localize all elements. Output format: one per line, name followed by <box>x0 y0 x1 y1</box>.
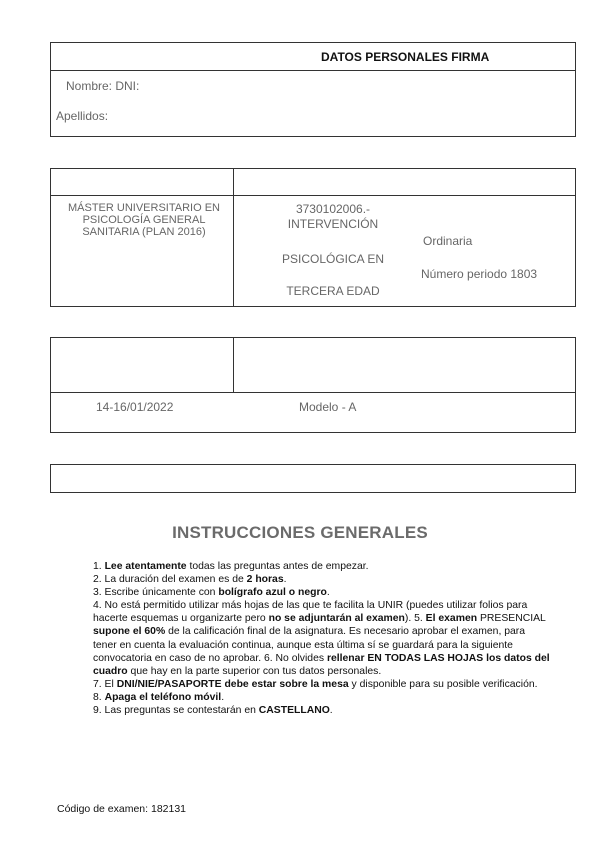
instruction-8 <box>93 691 551 704</box>
instruction-7-end: y disponible para su posible verificación. <box>348 678 538 690</box>
instruction-9-text: 9. Las preguntas se contestarán en <box>93 705 259 717</box>
exam-date-model-box <box>50 337 576 433</box>
instruction-5-bold-a: El examen <box>425 613 478 625</box>
instruction-8-end: . <box>221 691 225 703</box>
date-model-column-divider <box>233 338 234 392</box>
course-info-box <box>50 168 576 307</box>
instructions-title: INSTRUCCIONES GENERALES <box>172 523 428 542</box>
instruction-5-bold-b: supone el 60% <box>93 626 166 638</box>
instruction-3-end: . <box>326 587 330 599</box>
personal-data-divider <box>51 70 575 71</box>
instruction-1-bold: Lee atentamente <box>104 561 187 572</box>
subject-name-line2: PSICOLÓGICA EN <box>281 252 385 266</box>
course-header-divider <box>51 195 575 196</box>
instruction-1-text: todas las preguntas antes de empezar. <box>186 561 369 572</box>
instruction-8-number: 8. <box>93 691 105 703</box>
surname-label: Apellidos: <box>56 109 109 123</box>
instruction-7 <box>93 678 551 691</box>
name-dni-label: Nombre: DNI: <box>66 79 140 93</box>
instruction-4-end: ). 5. <box>404 613 426 625</box>
instruction-2-end: . <box>283 574 287 586</box>
instruction-9-bold: CASTELLANO <box>258 705 330 717</box>
course-column-divider <box>233 169 234 306</box>
master-name: MÁSTER UNIVERSITARIO EN PSICOLOGÍA GENERAL SANITARIA (PLAN 2016) <box>68 202 220 238</box>
convocatoria-type: Ordinaria <box>423 234 473 248</box>
instruction-6-bold: rellenar EN TODAS LAS HOJAS los datos del cuadro <box>93 652 550 677</box>
instruction-8-bold: Apaga el teléfono móvil <box>104 691 222 703</box>
instruction-6-text: que hay en la parte superior con tus datos personales. <box>127 665 382 677</box>
instruction-3 <box>93 586 551 599</box>
instruction-1-number: 1. <box>93 561 105 572</box>
instruction-5-text: de la calificación final de la asignatura. Es necesario aprobar el examen, para tener en cuenta la evaluación continua, aunque esta última sí se guardará para la siguiente convocatoria en caso de no aprobar. 6. No olvides <box>93 626 526 664</box>
instruction-2-text: 2. La duración del examen es de <box>93 574 247 586</box>
exam-code: Código de examen: 182131 <box>57 803 187 815</box>
exam-date: 14-16/01/2022 <box>96 400 174 414</box>
instruction-5-mid: PRESENCIAL <box>477 613 546 625</box>
instruction-4-text: 4. No está permitido utilizar más hojas de las que te facilita la UNIR (puedes utilizar folios para hacerte esquemas u organizarte pero <box>93 600 528 625</box>
instruction-2-bold: 2 horas <box>246 574 284 586</box>
subject-code: 3730102006.- INTERVENCIÓN <box>287 202 379 231</box>
date-model-divider <box>51 392 575 393</box>
exam-model: Modelo - A <box>299 400 357 414</box>
instruction-3-bold: bolígrafo azul o negro <box>218 587 327 599</box>
instructions-list <box>93 560 551 717</box>
instruction-3-text: 3. Escribe únicamente con <box>93 587 219 599</box>
instruction-4-6 <box>93 599 551 678</box>
instruction-1 <box>93 560 551 573</box>
instruction-4-bold: no se adjuntarán al examen <box>268 613 405 625</box>
instruction-9 <box>93 704 551 717</box>
instruction-9-end: . <box>329 705 333 717</box>
personal-data-title: DATOS PERSONALES FIRMA <box>321 50 490 64</box>
blank-field-box <box>50 464 576 493</box>
period-number: Número periodo 1803 <box>421 267 538 281</box>
instruction-2 <box>93 573 551 586</box>
instruction-7-text: 7. El <box>93 678 117 690</box>
personal-data-box <box>50 42 576 137</box>
subject-name-line3: TERCERA EDAD <box>286 284 380 298</box>
instruction-7-bold: DNI/NIE/PASAPORTE debe estar sobre la mesa <box>116 678 349 690</box>
